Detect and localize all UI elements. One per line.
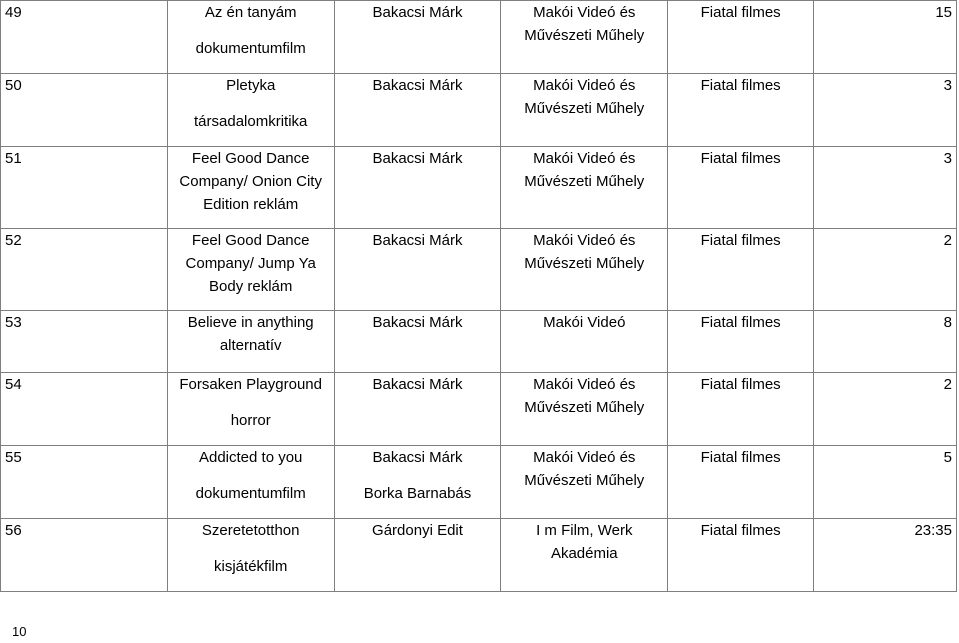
table-row [1, 446, 957, 519]
cell-line: Makói Videó és [533, 150, 636, 167]
cell-line: Body reklám [209, 278, 293, 295]
director-cell [334, 1, 501, 74]
table-row [1, 147, 957, 229]
film-title-cell [167, 1, 334, 74]
cell-line: Edition reklám [203, 196, 299, 213]
cell-line: Művészeti Műhely [524, 100, 645, 117]
row-number: 54 [1, 373, 168, 446]
category-cell: Fiatal filmes [668, 446, 814, 519]
producer-cell [501, 446, 668, 519]
category-cell: Fiatal filmes [668, 311, 814, 373]
row-number: 56 [1, 519, 168, 592]
cell-line: Művészeti Műhely [524, 255, 645, 272]
cell-line: Forsaken Playground [179, 376, 322, 393]
cell-line: Akadémia [550, 545, 618, 562]
row-number: 49 [1, 1, 168, 74]
table-row [1, 311, 957, 373]
film-title-cell [167, 229, 334, 311]
cell-line: Bakacsi Márk [372, 376, 463, 393]
row-number: 53 [1, 311, 168, 373]
director-cell [334, 229, 501, 311]
director-cell [334, 74, 501, 147]
cell-line: dokumentumfilm [195, 485, 306, 502]
score-cell: 2 [814, 229, 957, 311]
cell-line: Company/ Onion City [179, 173, 322, 190]
producer-cell [501, 74, 668, 147]
film-title-cell [167, 519, 334, 592]
director-cell [334, 311, 501, 373]
producer-cell [501, 229, 668, 311]
cell-line: Bakacsi Márk [372, 314, 463, 331]
category-cell: Fiatal filmes [668, 147, 814, 229]
cell-line: Bakacsi Márk [372, 150, 463, 167]
director-cell [334, 147, 501, 229]
cell-line: Addicted to you [198, 449, 303, 466]
score-cell: 8 [814, 311, 957, 373]
director-cell [334, 446, 501, 519]
cell-line: Makói Videó és [533, 4, 636, 21]
cell-line: Company/ Jump Ya [185, 255, 316, 272]
cell-line: Bakacsi Márk [372, 77, 463, 94]
score-cell: 15 [814, 1, 957, 74]
cell-line: Az én tanyám [204, 4, 297, 21]
director-cell [334, 373, 501, 446]
cell-line: Makói Videó és [533, 77, 636, 94]
score-cell: 2 [814, 373, 957, 446]
cell-line: Művészeti Műhely [524, 27, 645, 44]
row-number: 52 [1, 229, 168, 311]
cell-line: társadalomkritika [194, 113, 308, 130]
score-cell: 5 [814, 446, 957, 519]
category-cell: Fiatal filmes [668, 373, 814, 446]
film-title-cell [167, 446, 334, 519]
table-row [1, 1, 957, 74]
table-row [1, 519, 957, 592]
cell-line: alternatív [219, 337, 282, 354]
page-number: 10 [12, 624, 27, 639]
cell-line: dokumentumfilm [195, 40, 306, 57]
cell-line: Művészeti Műhely [524, 173, 645, 190]
score-cell: 3 [814, 147, 957, 229]
film-title-cell [167, 311, 334, 373]
cell-line: Művészeti Műhely [524, 472, 645, 489]
cell-line: Feel Good Dance [191, 232, 310, 249]
row-number: 50 [1, 74, 168, 147]
cell-line: horror [230, 412, 271, 429]
film-title-cell [167, 373, 334, 446]
cell-line: Makói Videó és [533, 232, 636, 249]
cell-line: Gárdonyi Edit [372, 522, 463, 539]
producer-cell [501, 1, 668, 74]
producer-cell [501, 147, 668, 229]
category-cell: Fiatal filmes [668, 229, 814, 311]
cell-line: Borka Barnabás [363, 485, 472, 502]
producer-cell [501, 373, 668, 446]
cell-line: Szeretetotthon [201, 522, 300, 539]
cell-line: I m Film, Werk [536, 522, 633, 539]
cell-line: Believe in anything [187, 314, 314, 331]
score-cell: 3 [814, 74, 957, 147]
cell-line: Pletyka [226, 77, 276, 94]
category-cell: Fiatal filmes [668, 519, 814, 592]
cell-line: Makói Videó [543, 314, 626, 331]
cell-line: Bakacsi Márk [372, 232, 463, 249]
director-cell [334, 519, 501, 592]
table-row [1, 74, 957, 147]
film-title-cell [167, 147, 334, 229]
cell-line: kisjátékfilm [214, 558, 288, 575]
cell-line: Makói Videó és [533, 449, 636, 466]
row-number: 51 [1, 147, 168, 229]
category-cell: Fiatal filmes [668, 1, 814, 74]
cell-line: Bakacsi Márk [372, 4, 463, 21]
row-number: 55 [1, 446, 168, 519]
producer-cell [501, 519, 668, 592]
cell-line: Művészeti Műhely [524, 399, 645, 416]
category-cell: Fiatal filmes [668, 74, 814, 147]
film-title-cell [167, 74, 334, 147]
table-row [1, 373, 957, 446]
score-cell: 23:35 [814, 519, 957, 592]
table-body [1, 1, 957, 592]
table-row [1, 229, 957, 311]
producer-cell [501, 311, 668, 373]
cell-line: Feel Good Dance [191, 150, 310, 167]
cell-line: Bakacsi Márk [372, 449, 463, 466]
cell-line: Makói Videó és [533, 376, 636, 393]
